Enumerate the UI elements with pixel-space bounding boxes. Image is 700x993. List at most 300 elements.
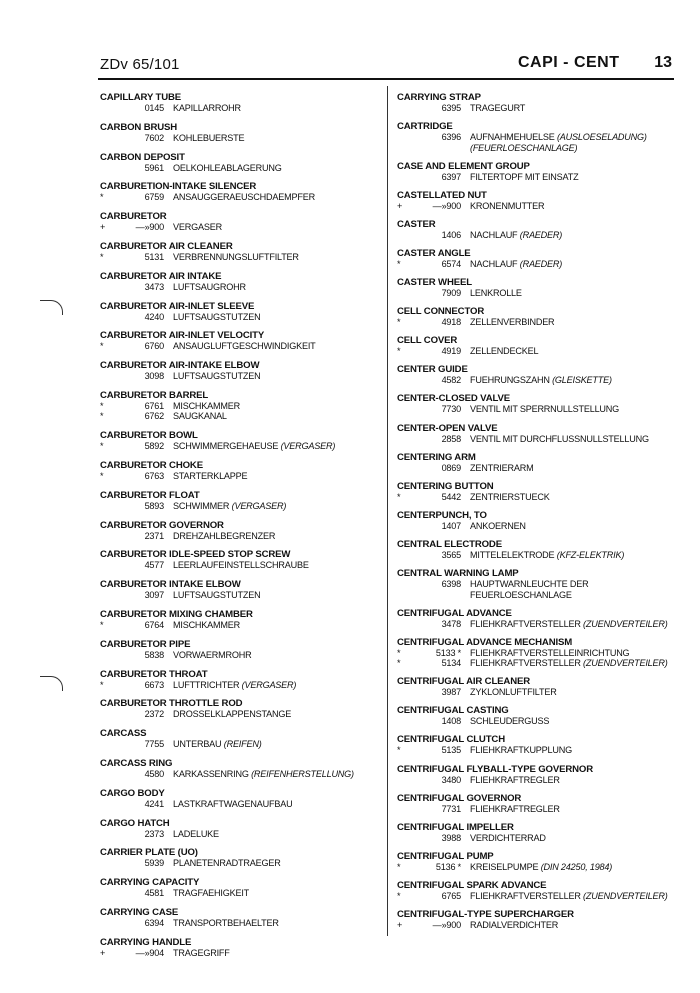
entry-marker bbox=[100, 282, 122, 293]
dictionary-entry bbox=[397, 793, 672, 815]
entry-term: CARRYING STRAP bbox=[397, 92, 481, 103]
entry-marker bbox=[100, 163, 122, 174]
translation-cell bbox=[173, 888, 375, 899]
entry-code: 3987 bbox=[441, 687, 461, 698]
german-term: VERBRENNUNGSLUFTFILTER bbox=[173, 251, 299, 262]
translation-line bbox=[397, 833, 672, 844]
entry-code: 6763 bbox=[144, 471, 164, 482]
translation-cell bbox=[470, 891, 672, 902]
dictionary-entry bbox=[397, 880, 672, 902]
translation-cell bbox=[173, 918, 375, 929]
german-term: TRANSPORTBEHAELTER bbox=[173, 918, 279, 929]
usage-note: (ZUENDVERTEILER) bbox=[583, 890, 668, 901]
entry-term: CENTRIFUGAL CASTING bbox=[397, 705, 509, 717]
entry-code: —»900 bbox=[432, 200, 461, 211]
entry-code: 5893 bbox=[144, 500, 164, 511]
dictionary-entry bbox=[100, 639, 375, 661]
entry-term: CARBURETOR BOWL bbox=[100, 430, 198, 442]
translation-line bbox=[100, 501, 375, 512]
entry-marker bbox=[100, 650, 122, 661]
entry-marker: + bbox=[397, 200, 403, 211]
translation-cell bbox=[470, 775, 672, 786]
german-term: FILTERTOPF MIT EINSATZ bbox=[470, 171, 579, 182]
translation-line bbox=[100, 709, 375, 720]
dictionary-entry bbox=[397, 423, 672, 445]
dictionary-entry bbox=[100, 579, 375, 601]
entry-marker: * bbox=[397, 346, 401, 357]
entry-term: CARRYING CAPACITY bbox=[100, 877, 200, 889]
translation-cell bbox=[470, 230, 672, 241]
translation-cell bbox=[173, 501, 375, 512]
dictionary-entry bbox=[397, 764, 672, 786]
entry-marker bbox=[397, 833, 419, 844]
entry-marker: * bbox=[100, 441, 104, 452]
translation-cell bbox=[173, 103, 375, 114]
dictionary-entry bbox=[100, 698, 375, 720]
usage-note: (GLEISKETTE) bbox=[552, 375, 612, 386]
translation-cell bbox=[470, 132, 672, 143]
translation-cell bbox=[470, 862, 672, 873]
translation-cell bbox=[470, 550, 672, 561]
entry-marker: * bbox=[100, 192, 104, 203]
entry-marker: * bbox=[100, 620, 104, 631]
entry-marker bbox=[397, 103, 419, 114]
german-term: VENTIL MIT DURCHFLUSSNULLSTELLUNG bbox=[470, 433, 649, 444]
entry-code: 3988 bbox=[441, 832, 461, 843]
entry-marker bbox=[100, 709, 122, 720]
german-term: VORWAERMROHR bbox=[173, 649, 252, 660]
translation-line bbox=[100, 858, 375, 869]
margin-mark bbox=[40, 676, 63, 691]
translation-cell bbox=[470, 804, 672, 815]
entry-marker bbox=[100, 858, 122, 869]
dictionary-entry bbox=[100, 460, 375, 482]
dictionary-entry bbox=[397, 277, 672, 299]
entry-code: 6760 bbox=[144, 341, 164, 352]
entry-term: CELL COVER bbox=[397, 335, 458, 347]
entry-term: CELL CONNECTOR bbox=[397, 306, 485, 318]
translation-cell bbox=[173, 371, 375, 382]
entry-code: 5961 bbox=[144, 162, 164, 173]
entry-code: 5134 bbox=[441, 658, 461, 669]
german-term: PLANETENRADTRAEGER bbox=[173, 858, 281, 869]
entry-marker bbox=[100, 531, 122, 542]
entry-code: 5442 bbox=[441, 491, 461, 502]
german-term: OELKOHLEABLAGERUNG bbox=[173, 162, 282, 173]
german-term: ANSAUGLUFTGESCHWINDIGKEIT bbox=[173, 341, 316, 352]
dictionary-entry bbox=[397, 637, 672, 669]
dictionary-entry bbox=[100, 877, 375, 899]
usage-note: (ZUENDVERTEILER) bbox=[583, 618, 668, 629]
translation-cell bbox=[470, 288, 672, 299]
entry-term: CARBURETOR MIXING CHAMBER bbox=[100, 609, 253, 621]
entry-term: CENTRIFUGAL PUMP bbox=[397, 850, 494, 862]
entry-marker bbox=[397, 775, 419, 786]
dictionary-entry bbox=[100, 847, 375, 869]
translation-cell bbox=[173, 590, 375, 601]
entry-term: CARBURETOR AIR INTAKE bbox=[100, 270, 222, 282]
entry-marker: + bbox=[100, 222, 106, 233]
german-term: STARTERKLAPPE bbox=[173, 471, 248, 482]
entry-term: CARTRIDGE bbox=[397, 121, 453, 133]
translation-cell bbox=[173, 163, 375, 174]
dictionary-entry bbox=[100, 181, 375, 203]
german-term: FLIEHKRAFTREGLER bbox=[470, 803, 560, 814]
dictionary-entry bbox=[397, 190, 672, 212]
entry-code: 7730 bbox=[441, 404, 461, 415]
entry-range: CAPI - CENT bbox=[518, 54, 620, 71]
right-column bbox=[397, 92, 672, 938]
entry-code: —»900 bbox=[135, 222, 164, 233]
translation-cell bbox=[470, 317, 672, 328]
german-term: FLIEHKRAFTVERSTELLER bbox=[470, 658, 581, 669]
translation-line bbox=[397, 521, 672, 532]
dictionary-entry bbox=[397, 452, 672, 474]
dictionary-entry bbox=[100, 490, 375, 512]
entry-term: CASTER ANGLE bbox=[397, 247, 471, 259]
dictionary-entry bbox=[397, 219, 672, 241]
entry-term: CENTRAL ELECTRODE bbox=[397, 538, 502, 550]
translation-line bbox=[100, 918, 375, 929]
translation-cell bbox=[173, 948, 375, 959]
translation-line bbox=[397, 375, 672, 386]
entry-term: CARBURETOR AIR-INLET SLEEVE bbox=[100, 300, 255, 312]
translation-line bbox=[397, 346, 672, 357]
translation-cell bbox=[173, 133, 375, 144]
entry-code: 0869 bbox=[441, 462, 461, 473]
dictionary-entry bbox=[100, 152, 375, 174]
translation-line bbox=[100, 163, 375, 174]
german-term: ZELLENVERBINDER bbox=[470, 317, 555, 328]
translation-cell bbox=[470, 434, 672, 445]
entry-term: CARBURETOR GOVERNOR bbox=[100, 519, 224, 531]
german-term: VERDICHTERRAD bbox=[470, 832, 546, 843]
translation-cell bbox=[470, 492, 672, 503]
german-term: ZELLENDECKEL bbox=[470, 346, 539, 357]
german-term: LUFTTRICHTER bbox=[173, 679, 240, 690]
entry-marker: * bbox=[100, 471, 104, 482]
translation-continuation: FEUERLOESCHANLAGE bbox=[470, 589, 572, 600]
translation-line bbox=[397, 687, 672, 698]
entry-term: CENTRIFUGAL IMPELLER bbox=[397, 821, 514, 833]
entry-marker bbox=[397, 172, 419, 183]
translation-line bbox=[397, 716, 672, 727]
entry-marker bbox=[100, 739, 122, 750]
dictionary-entry bbox=[100, 758, 375, 780]
entry-term: CENTER-CLOSED VALVE bbox=[397, 393, 510, 405]
german-term: ZYKLONLUFTFILTER bbox=[470, 687, 557, 698]
translation-line bbox=[100, 888, 375, 899]
translation-line bbox=[397, 920, 672, 931]
translation-line bbox=[397, 259, 672, 270]
translation-line bbox=[397, 434, 672, 445]
dictionary-entry bbox=[100, 92, 375, 114]
usage-note: (AUSLOESELADUNG) bbox=[556, 132, 647, 143]
entry-code: 5892 bbox=[144, 441, 164, 452]
translation-cell bbox=[470, 172, 672, 183]
translation-cell bbox=[470, 259, 672, 270]
translation-line bbox=[100, 401, 375, 412]
entry-code: 5131 bbox=[144, 251, 164, 262]
translation-line bbox=[100, 471, 375, 482]
entry-marker bbox=[397, 619, 419, 630]
translation-line bbox=[100, 133, 375, 144]
translation-line bbox=[397, 550, 672, 561]
entry-code: 6764 bbox=[144, 620, 164, 631]
translation-cell bbox=[173, 222, 375, 233]
german-term: KRONENMUTTER bbox=[470, 200, 545, 211]
translation-line bbox=[397, 804, 672, 815]
german-term: FLIEHKRAFTVERSTELLER bbox=[470, 618, 581, 629]
entry-code: 7602 bbox=[144, 132, 164, 143]
entry-term: CARBURETOR AIR CLEANER bbox=[100, 240, 233, 252]
dictionary-entry bbox=[397, 705, 672, 727]
translation-cell bbox=[470, 920, 672, 931]
translation-cell bbox=[173, 441, 375, 452]
entry-marker bbox=[100, 799, 122, 810]
left-column bbox=[100, 92, 375, 967]
entry-marker bbox=[100, 888, 122, 899]
entry-marker: * bbox=[100, 251, 104, 262]
translation-line bbox=[100, 411, 375, 422]
german-term: ZENTRIERSTUECK bbox=[470, 491, 550, 502]
translation-line bbox=[100, 620, 375, 631]
translation-cell bbox=[470, 375, 672, 386]
dictionary-entry bbox=[100, 549, 375, 571]
translation-cell bbox=[173, 282, 375, 293]
entry-term: CARBURETION-INTAKE SILENCER bbox=[100, 181, 257, 193]
entry-code: 1406 bbox=[441, 229, 461, 240]
dictionary-entry bbox=[100, 609, 375, 631]
dictionary-entry bbox=[100, 728, 375, 750]
entry-code: 7909 bbox=[441, 288, 461, 299]
margin-mark bbox=[40, 300, 63, 315]
translation-cell bbox=[470, 521, 672, 532]
translation-cell bbox=[173, 829, 375, 840]
entry-term: CARBURETOR CHOKE bbox=[100, 460, 203, 472]
dictionary-entry bbox=[100, 818, 375, 840]
german-term: HAUPTWARNLEUCHTE DER bbox=[470, 579, 589, 589]
german-term: KREISELPUMPE bbox=[470, 861, 539, 872]
dictionary-entry bbox=[397, 161, 672, 183]
entry-term: CASE AND ELEMENT GROUP bbox=[397, 160, 530, 172]
usage-note: (ZUENDVERTEILER) bbox=[583, 658, 668, 669]
entry-marker bbox=[100, 312, 122, 323]
entry-marker bbox=[397, 550, 419, 561]
entry-code: 4577 bbox=[144, 560, 164, 571]
german-term: MITTELELEKTRODE bbox=[470, 549, 555, 560]
entry-marker bbox=[100, 133, 122, 144]
translation-line bbox=[397, 132, 672, 143]
entry-code: 5939 bbox=[144, 858, 164, 869]
translation-cell bbox=[173, 411, 375, 422]
german-term: FUEHRUNGSZAHN bbox=[470, 375, 550, 386]
german-term: TRAGFAEHIGKEIT bbox=[173, 888, 250, 899]
dictionary-entry bbox=[397, 364, 672, 386]
translation-line bbox=[100, 192, 375, 203]
entry-marker bbox=[100, 501, 122, 512]
translation-line bbox=[397, 658, 672, 669]
german-term: VENTIL MIT SPERRNULLSTELLUNG bbox=[470, 404, 620, 415]
entry-term: CENTRIFUGAL CLUTCH bbox=[397, 734, 505, 746]
page-number: 13 bbox=[654, 54, 672, 71]
entry-code: 6395 bbox=[441, 103, 461, 113]
entry-marker: * bbox=[397, 317, 401, 328]
entry-term: CARBURETOR IDLE-SPEED STOP SCREW bbox=[100, 549, 291, 561]
entry-marker bbox=[100, 103, 122, 114]
translation-line bbox=[397, 103, 672, 114]
dictionary-entry bbox=[397, 909, 672, 931]
entry-term: CENTERING ARM bbox=[397, 451, 476, 463]
entry-marker bbox=[397, 463, 419, 474]
entry-term: CASTER WHEEL bbox=[397, 277, 472, 289]
translation-line bbox=[397, 404, 672, 415]
german-term: LENKROLLE bbox=[470, 288, 522, 299]
german-term: NACHLAUF bbox=[470, 258, 518, 269]
entry-code: 6396 bbox=[441, 132, 461, 143]
translation-line bbox=[397, 463, 672, 474]
entry-marker bbox=[100, 829, 122, 840]
entry-marker bbox=[397, 687, 419, 698]
german-term: TRAGEGURT bbox=[470, 103, 526, 113]
entry-code: 4240 bbox=[144, 311, 164, 322]
translation-cell bbox=[173, 401, 375, 412]
german-term: FLIEHKRAFTKUPPLUNG bbox=[470, 745, 573, 756]
entry-code: 1407 bbox=[441, 520, 461, 531]
german-term: FLIEHKRAFTVERSTELLER bbox=[470, 890, 581, 901]
entry-term: CARBURETOR FLOAT bbox=[100, 489, 200, 501]
dictionary-entry bbox=[397, 121, 672, 153]
german-term: LUFTSAUGSTUTZEN bbox=[173, 590, 261, 601]
entry-marker bbox=[100, 371, 122, 382]
entry-marker: * bbox=[397, 861, 401, 872]
usage-note: (REIFEN) bbox=[223, 739, 262, 750]
translation-cell bbox=[470, 648, 672, 659]
translation-line bbox=[397, 862, 672, 873]
dictionary-entry bbox=[100, 788, 375, 810]
entry-term: CASTER bbox=[397, 218, 436, 230]
translation-line bbox=[397, 172, 672, 183]
entry-code: 4581 bbox=[144, 888, 164, 899]
entry-code: 6762 bbox=[144, 411, 164, 422]
dictionary-entry bbox=[397, 676, 672, 698]
entry-term: CENTRAL WARNING LAMP bbox=[397, 568, 519, 579]
german-term: NACHLAUF bbox=[470, 229, 518, 240]
dictionary-entry bbox=[397, 510, 672, 532]
entry-term: CASTELLATED NUT bbox=[397, 189, 487, 201]
entry-marker bbox=[397, 434, 419, 445]
translation-cell bbox=[173, 471, 375, 482]
german-term: LEERLAUFEINSTELLSCHRAUBE bbox=[173, 560, 309, 571]
entry-code: 3098 bbox=[144, 371, 164, 382]
translation-cell bbox=[470, 103, 672, 114]
german-term: SCHLEUDERGUSS bbox=[470, 716, 550, 727]
entry-code: 4580 bbox=[144, 769, 164, 780]
translation-line bbox=[397, 492, 672, 503]
entry-marker: * bbox=[100, 411, 104, 422]
entry-term: CENTRIFUGAL ADVANCE bbox=[397, 607, 512, 619]
translation-line bbox=[100, 739, 375, 750]
entry-code: 2373 bbox=[144, 828, 164, 839]
entry-marker bbox=[397, 132, 419, 143]
translation-cell bbox=[470, 619, 672, 630]
entry-term: CARBURETOR BARREL bbox=[100, 389, 209, 401]
translation-cell bbox=[470, 463, 672, 474]
translation-line bbox=[397, 619, 672, 630]
entry-marker: * bbox=[397, 745, 401, 756]
dictionary-entry bbox=[100, 211, 375, 233]
entry-code: 3473 bbox=[144, 281, 164, 292]
translation-cell bbox=[173, 799, 375, 810]
entry-code: 3565 bbox=[441, 549, 461, 560]
entry-code: 6765 bbox=[441, 890, 461, 901]
translation-line bbox=[100, 829, 375, 840]
translation-cell bbox=[173, 312, 375, 323]
entry-term: CARGO HATCH bbox=[100, 817, 170, 829]
translation-line bbox=[397, 775, 672, 786]
entry-term: CARBURETOR PIPE bbox=[100, 638, 191, 650]
entry-marker: * bbox=[100, 400, 104, 411]
german-term: LUFTSAUGSTUTZEN bbox=[173, 371, 261, 382]
entry-code: 4582 bbox=[441, 375, 461, 386]
usage-note: (VERGASER) bbox=[241, 679, 297, 690]
entry-term: CENTER GUIDE bbox=[397, 364, 468, 376]
translation-cell bbox=[470, 745, 672, 756]
dictionary-entry bbox=[100, 520, 375, 542]
translation-cell bbox=[173, 341, 375, 352]
translation-continuation: (FEUERLOESCHANLAGE) bbox=[470, 142, 578, 153]
entry-term: CAPILLARY TUBE bbox=[100, 92, 182, 103]
translation-line bbox=[397, 230, 672, 241]
entry-code: 6673 bbox=[144, 679, 164, 690]
german-term: KARKASSENRING bbox=[173, 769, 249, 780]
header-rule bbox=[98, 78, 674, 80]
german-term: ANSAUGGERAEUSCHDAEMPFER bbox=[173, 192, 315, 203]
german-term: LASTKRAFTWAGENAUFBAU bbox=[173, 798, 293, 809]
translation-cell bbox=[470, 346, 672, 357]
translation-line bbox=[100, 948, 375, 959]
translation-line bbox=[397, 579, 672, 590]
dictionary-entry bbox=[100, 360, 375, 382]
dictionary-entry bbox=[397, 734, 672, 756]
german-term: DROSSELKLAPPENSTANGE bbox=[173, 709, 292, 720]
translation-cell bbox=[173, 650, 375, 661]
translation-line bbox=[100, 799, 375, 810]
entry-term: CARCASS bbox=[100, 728, 147, 740]
translation-line bbox=[397, 745, 672, 756]
dictionary-entry bbox=[397, 481, 672, 503]
dictionary-entry bbox=[397, 306, 672, 328]
entry-term: CARBON BRUSH bbox=[100, 121, 178, 133]
entry-marker bbox=[100, 590, 122, 601]
german-term: UNTERBAU bbox=[173, 739, 222, 750]
entry-term: CARBURETOR AIR-INLET VELOCITY bbox=[100, 330, 265, 342]
translation-line bbox=[100, 341, 375, 352]
entry-marker: * bbox=[100, 679, 104, 690]
entry-marker bbox=[100, 918, 122, 929]
translation-cell bbox=[173, 192, 375, 203]
dictionary-entry bbox=[100, 122, 375, 144]
entry-code: 2858 bbox=[441, 433, 461, 444]
entry-code: 7731 bbox=[441, 803, 461, 814]
translation-line bbox=[100, 103, 375, 114]
translation-line bbox=[100, 252, 375, 263]
dictionary-entry bbox=[397, 822, 672, 844]
entry-term: CARBURETOR AIR-INTAKE ELBOW bbox=[100, 360, 260, 372]
translation-cell bbox=[470, 404, 672, 415]
translation-cell bbox=[173, 709, 375, 720]
translation-line bbox=[100, 680, 375, 691]
